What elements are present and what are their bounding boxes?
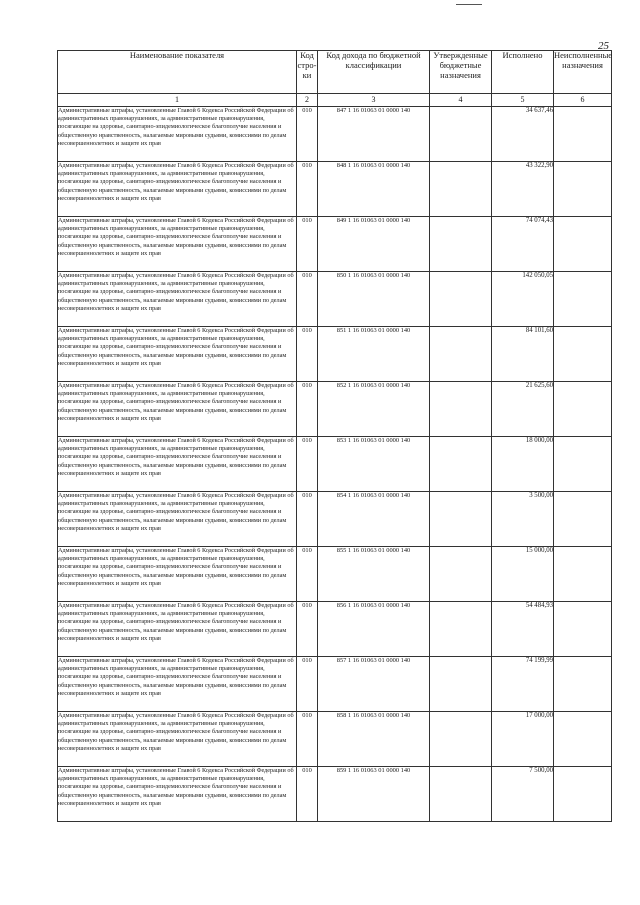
table-row: [58, 162, 612, 217]
unexecuted-cell: [554, 657, 612, 712]
budget-code-cell: 850 1 16 01063 01 0000 140: [318, 272, 430, 327]
line-code-cell: 010: [297, 547, 318, 602]
approved-cell: [430, 272, 492, 327]
approved-cell: [430, 437, 492, 492]
budget-code-cell: 848 1 16 01063 01 0000 140: [318, 162, 430, 217]
unexecuted-cell: [554, 162, 612, 217]
line-code-cell: 010: [297, 437, 318, 492]
indicator-name-cell: Административные штрафы, установленные Главой 6 Кодекса Российской Федерации об административных правонарушениях, за административные правонарушения, посягающие на здоровье, санитарно-эпидемиологическое благополучие населения и общественную нравственность, налагаемые мировыми судьями, комиссиями по делам несовершеннолетних и защите их прав: [58, 162, 297, 217]
line-code-cell: 010: [297, 492, 318, 547]
table-row: [58, 437, 612, 492]
indicator-name-cell: Административные штрафы, установленные Главой 6 Кодекса Российской Федерации об административных правонарушениях, за административные правонарушения, посягающие на здоровье, санитарно-эпидемиологическое благополучие населения и общественную нравственность, налагаемые мировыми судьями, комиссиями по делам несовершеннолетних и защите их прав: [58, 217, 297, 272]
line-code-cell: 010: [297, 602, 318, 657]
approved-cell: [430, 382, 492, 437]
line-code-cell: 010: [297, 272, 318, 327]
unexecuted-cell: [554, 437, 612, 492]
unexecuted-cell: [554, 107, 612, 162]
line-code-cell: 010: [297, 767, 318, 822]
approved-cell: [430, 492, 492, 547]
scan-mark: [456, 4, 482, 5]
indicator-name-cell: Административные штрафы, установленные Главой 6 Кодекса Российской Федерации об административных правонарушениях, за административные правонарушения, посягающие на здоровье, санитарно-эпидемиологическое благополучие населения и общественную нравственность, налагаемые мировыми судьями, комиссиями по делам несовершеннолетних и защите их прав: [58, 437, 297, 492]
table-row: [58, 602, 612, 657]
table-row: [58, 712, 612, 767]
page-number: 25: [598, 40, 609, 52]
budget-code-cell: 855 1 16 01063 01 0000 140: [318, 547, 430, 602]
executed-cell: 142 050,05: [492, 272, 554, 327]
budget-code-cell: 849 1 16 01063 01 0000 140: [318, 217, 430, 272]
revenue-report-table: [57, 50, 612, 822]
unexecuted-cell: [554, 602, 612, 657]
approved-cell: [430, 547, 492, 602]
table-row: [58, 492, 612, 547]
unexecuted-cell: [554, 217, 612, 272]
column-number-row: [58, 94, 612, 107]
header-row: [58, 51, 612, 94]
executed-cell: 43 322,90: [492, 162, 554, 217]
executed-cell: 84 101,60: [492, 327, 554, 382]
unexecuted-cell: [554, 767, 612, 822]
budget-code-cell: 858 1 16 01063 01 0000 140: [318, 712, 430, 767]
unexecuted-cell: [554, 492, 612, 547]
approved-cell: [430, 217, 492, 272]
indicator-name-cell: Административные штрафы, установленные Главой 6 Кодекса Российской Федерации об административных правонарушениях, за административные правонарушения, посягающие на здоровье, санитарно-эпидемиологическое благополучие населения и общественную нравственность, налагаемые мировыми судьями, комиссиями по делам несовершеннолетних и защите их прав: [58, 382, 297, 437]
header-unexecuted: Неисполненные назначения: [554, 51, 612, 94]
executed-cell: 17 000,00: [492, 712, 554, 767]
table-body: [58, 107, 612, 822]
indicator-name-cell: Административные штрафы, установленные Главой 6 Кодекса Российской Федерации об административных правонарушениях, за административные правонарушения, посягающие на здоровье, санитарно-эпидемиологическое благополучие населения и общественную нравственность, налагаемые мировыми судьями, комиссиями по делам несовершеннолетних и защите их прав: [58, 657, 297, 712]
approved-cell: [430, 162, 492, 217]
header-approved: Утвержденные бюджетные назначения: [430, 51, 492, 94]
indicator-name-cell: Административные штрафы, установленные Главой 6 Кодекса Российской Федерации об административных правонарушениях, за административные правонарушения, посягающие на здоровье, санитарно-эпидемиологическое благополучие населения и общественную нравственность, налагаемые мировыми судьями, комиссиями по делам несовершеннолетних и защите их прав: [58, 327, 297, 382]
header-executed: Исполнено: [492, 51, 554, 94]
budget-code-cell: 854 1 16 01063 01 0000 140: [318, 492, 430, 547]
column-number: 6: [554, 94, 612, 107]
unexecuted-cell: [554, 382, 612, 437]
indicator-name-cell: Административные штрафы, установленные Главой 6 Кодекса Российской Федерации об административных правонарушениях, за административные правонарушения, посягающие на здоровье, санитарно-эпидемиологическое благополучие населения и общественную нравственность, налагаемые мировыми судьями, комиссиями по делам несовершеннолетних и защите их прав: [58, 272, 297, 327]
executed-cell: 18 000,00: [492, 437, 554, 492]
line-code-cell: 010: [297, 327, 318, 382]
line-code-cell: 010: [297, 107, 318, 162]
executed-cell: 74 199,99: [492, 657, 554, 712]
indicator-name-cell: Административные штрафы, установленные Главой 6 Кодекса Российской Федерации об административных правонарушениях, за административные правонарушения, посягающие на здоровье, санитарно-эпидемиологическое благополучие населения и общественную нравственность, налагаемые мировыми судьями, комиссиями по делам несовершеннолетних и защите их прав: [58, 712, 297, 767]
budget-code-cell: 851 1 16 01063 01 0000 140: [318, 327, 430, 382]
executed-cell: 3 500,00: [492, 492, 554, 547]
table-row: [58, 327, 612, 382]
budget-code-cell: 852 1 16 01063 01 0000 140: [318, 382, 430, 437]
budget-code-cell: 847 1 16 01063 01 0000 140: [318, 107, 430, 162]
unexecuted-cell: [554, 327, 612, 382]
approved-cell: [430, 602, 492, 657]
line-code-cell: 010: [297, 217, 318, 272]
line-code-cell: 010: [297, 162, 318, 217]
executed-cell: 15 000,00: [492, 547, 554, 602]
unexecuted-cell: [554, 547, 612, 602]
header-name: Наименование показателя: [58, 51, 297, 94]
executed-cell: 7 500,00: [492, 767, 554, 822]
executed-cell: 74 074,43: [492, 217, 554, 272]
header-budget-code: Код дохода по бюджетной классификации: [318, 51, 430, 94]
executed-cell: 54 484,93: [492, 602, 554, 657]
approved-cell: [430, 657, 492, 712]
budget-code-cell: 856 1 16 01063 01 0000 140: [318, 602, 430, 657]
header-line-code: Код стро- ки: [297, 51, 318, 94]
line-code-cell: 010: [297, 382, 318, 437]
table-row: [58, 767, 612, 822]
table-row: [58, 217, 612, 272]
budget-code-cell: 859 1 16 01063 01 0000 140: [318, 767, 430, 822]
line-code-cell: 010: [297, 712, 318, 767]
unexecuted-cell: [554, 712, 612, 767]
approved-cell: [430, 107, 492, 162]
indicator-name-cell: Административные штрафы, установленные Главой 6 Кодекса Российской Федерации об административных правонарушениях, за административные правонарушения, посягающие на здоровье, санитарно-эпидемиологическое благополучие населения и общественную нравственность, налагаемые мировыми судьями, комиссиями по делам несовершеннолетних и защите их прав: [58, 767, 297, 822]
approved-cell: [430, 712, 492, 767]
budget-code-cell: 857 1 16 01063 01 0000 140: [318, 657, 430, 712]
column-number: 3: [318, 94, 430, 107]
indicator-name-cell: Административные штрафы, установленные Главой 6 Кодекса Российской Федерации об административных правонарушениях, за административные правонарушения, посягающие на здоровье, санитарно-эпидемиологическое благополучие населения и общественную нравственность, налагаемые мировыми судьями, комиссиями по делам несовершеннолетних и защите их прав: [58, 492, 297, 547]
table-row: [58, 547, 612, 602]
executed-cell: 34 637,46: [492, 107, 554, 162]
line-code-cell: 010: [297, 657, 318, 712]
unexecuted-cell: [554, 272, 612, 327]
indicator-name-cell: Административные штрафы, установленные Главой 6 Кодекса Российской Федерации об административных правонарушениях, за административные правонарушения, посягающие на здоровье, санитарно-эпидемиологическое благополучие населения и общественную нравственность, налагаемые мировыми судьями, комиссиями по делам несовершеннолетних и защите их прав: [58, 107, 297, 162]
column-number: 1: [58, 94, 297, 107]
table-row: [58, 657, 612, 712]
column-number: 2: [297, 94, 318, 107]
table-row: [58, 107, 612, 162]
column-number: 5: [492, 94, 554, 107]
column-number: 4: [430, 94, 492, 107]
budget-code-cell: 853 1 16 01063 01 0000 140: [318, 437, 430, 492]
indicator-name-cell: Административные штрафы, установленные Главой 6 Кодекса Российской Федерации об административных правонарушениях, за административные правонарушения, посягающие на здоровье, санитарно-эпидемиологическое благополучие населения и общественную нравственность, налагаемые мировыми судьями, комиссиями по делам несовершеннолетних и защите их прав: [58, 547, 297, 602]
table-row: [58, 272, 612, 327]
executed-cell: 21 625,60: [492, 382, 554, 437]
approved-cell: [430, 767, 492, 822]
table-row: [58, 382, 612, 437]
approved-cell: [430, 327, 492, 382]
indicator-name-cell: Административные штрафы, установленные Главой 6 Кодекса Российской Федерации об административных правонарушениях, за административные правонарушения, посягающие на здоровье, санитарно-эпидемиологическое благополучие населения и общественную нравственность, налагаемые мировыми судьями, комиссиями по делам несовершеннолетних и защите их прав: [58, 602, 297, 657]
